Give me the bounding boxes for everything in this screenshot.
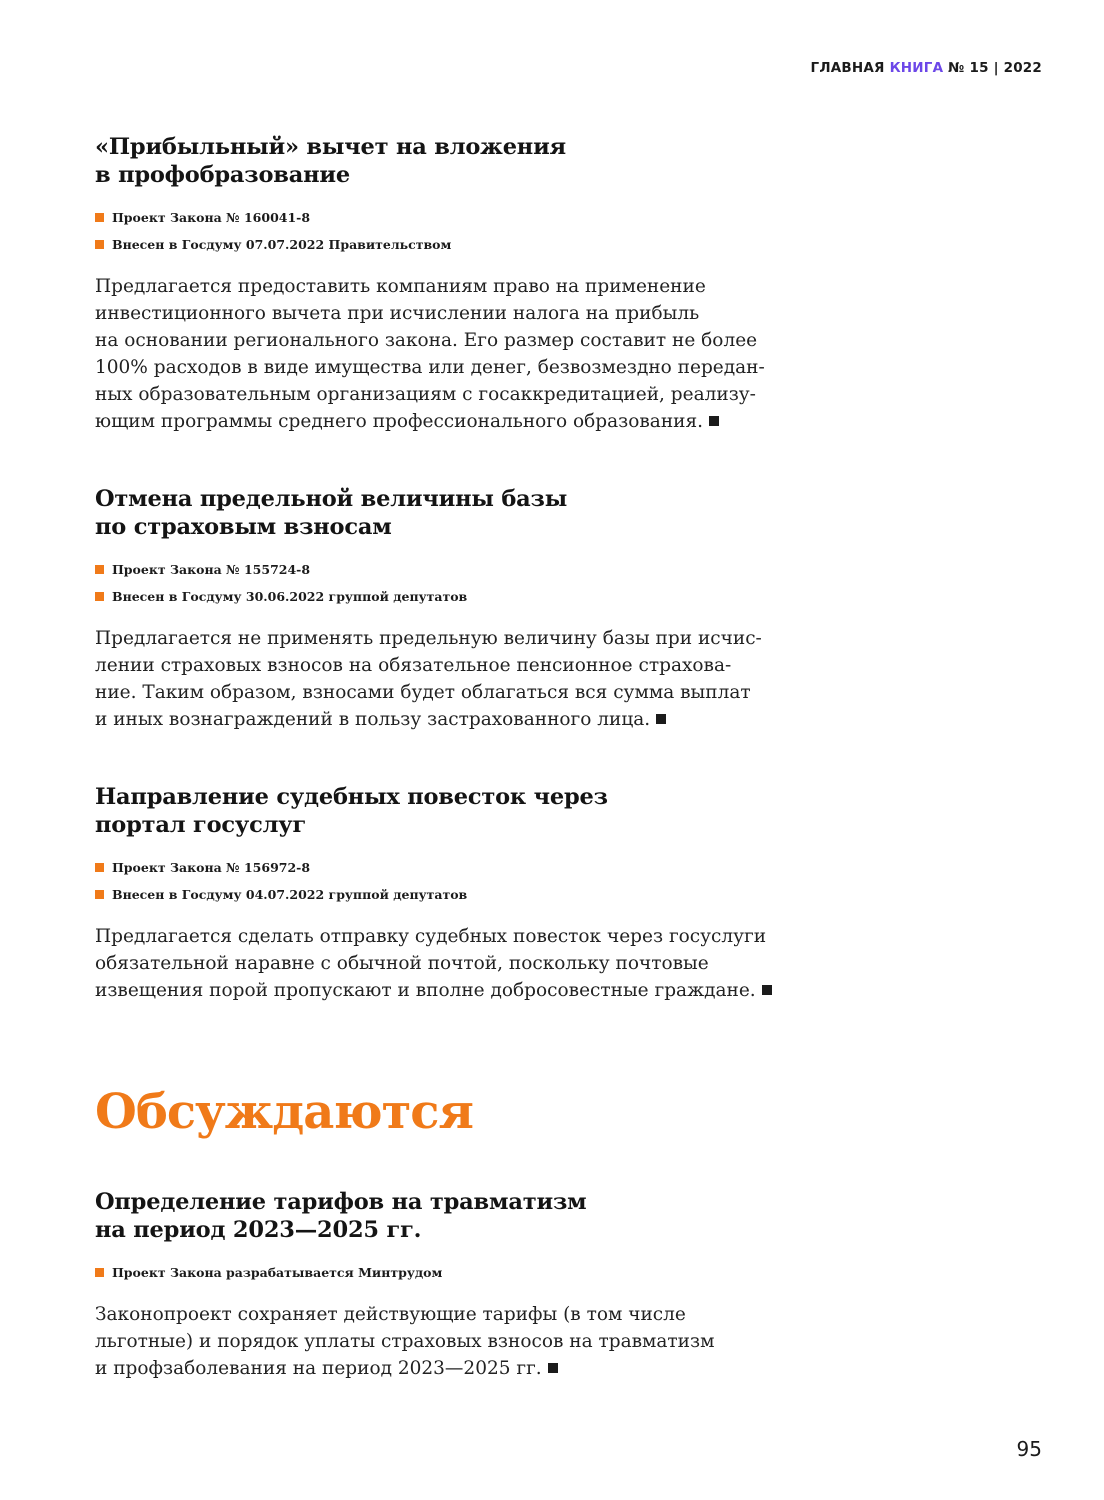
meta-item: Проект Закона № 155724-8 [95, 556, 795, 583]
orange-square-bullet-icon [95, 1268, 104, 1277]
meta-item: Проект Закона разрабатывается Минтрудом [95, 1259, 795, 1286]
article-court-summons [95, 783, 795, 1004]
meta-item: Внесен в Госдуму 04.07.2022 группой депутатов [95, 881, 795, 908]
orange-square-bullet-icon [95, 213, 104, 222]
article-meta [95, 556, 795, 610]
orange-square-bullet-icon [95, 565, 104, 574]
article-meta [95, 854, 795, 908]
article-title: Направление судебных повесток через портал госуслуг [95, 784, 608, 838]
section-title: Обсуждаются [95, 1084, 473, 1140]
article-profit-deduction [95, 133, 795, 435]
issue-number: № 15 | 2022 [948, 60, 1042, 76]
end-square-icon [709, 416, 719, 426]
article-meta [95, 204, 795, 258]
orange-square-bullet-icon [95, 592, 104, 601]
article-title: «Прибыльный» вычет на вложения в профобразование [95, 134, 566, 188]
end-square-icon [548, 1363, 558, 1373]
orange-square-bullet-icon [95, 863, 104, 872]
article-title: Отмена предельной величины базы по страховым взносам [95, 486, 568, 540]
article-body: Предлагается не применять предельную величину базы при исчис- лении страховых взносов на обязательное пенсионное страхова- ние. Таким образом, взносами будет облагаться вся сумма выплат и иных вознаграждений в пользу застрахованного лица. [95, 628, 762, 730]
end-square-icon [762, 985, 772, 995]
article-body: Предлагается сделать отправку судебных повесток через госуслуги обязательной наравне с обычной почтой, поскольку почтовые извещения порой пропускают и вполне добросовестные граждане. [95, 923, 795, 1004]
meta-item: Внесен в Госдуму 30.06.2022 группой депутатов [95, 583, 795, 610]
meta-item: Проект Закона № 156972-8 [95, 854, 795, 881]
meta-item: Внесен в Госдуму 07.07.2022 Правительством [95, 231, 795, 258]
article-body: Законопроект сохраняет действующие тарифы (в том числе льготные) и порядок уплаты страховых взносов на травматизм и профзаболевания на период 2023—2025 гг. [95, 1304, 715, 1379]
magazine-name: ГЛАВНАЯ [810, 60, 885, 76]
article-meta [95, 1259, 795, 1286]
orange-square-bullet-icon [95, 890, 104, 899]
page-number: 95 [1016, 1437, 1042, 1461]
article-insurance-base [95, 485, 795, 733]
article-injury-tariffs [95, 1188, 795, 1382]
orange-square-bullet-icon [95, 240, 104, 249]
running-head [811, 60, 1042, 76]
article-body: Предлагается предоставить компаниям право на применение инвестиционного вычета при исчислении налога на прибыль на основании регионального закона. Его размер составит не более 100% расходов в виде имущества или денег, безвозмездно передан- ных образовательным организациям с госаккредитацией, реализу- ющим программы среднего профессионального образования. [95, 276, 765, 432]
magazine-name-accent: КНИГА [889, 60, 944, 76]
article-title: Определение тарифов на травматизм на период 2023—2025 гг. [95, 1189, 587, 1243]
meta-item: Проект Закона № 160041-8 [95, 204, 795, 231]
end-square-icon [656, 714, 666, 724]
